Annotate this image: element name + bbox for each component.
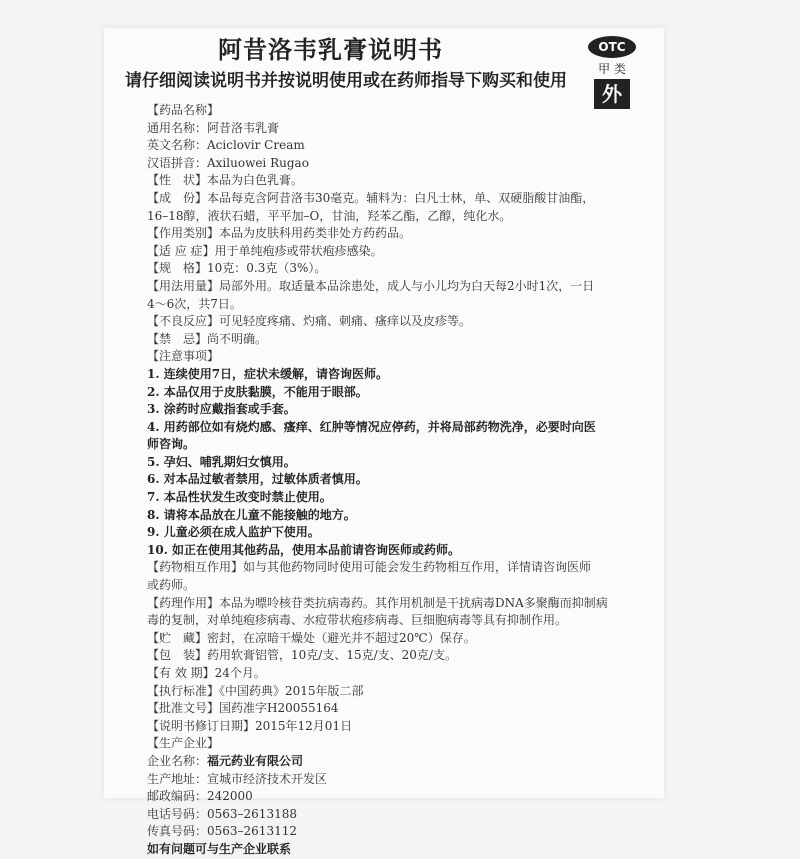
specification: 【规 格】10克：0.3克（3%）。 [147,261,327,276]
manufacturer-phone: 电话号码：0563–2613188 [147,806,297,821]
manufacturer-postcode: 邮政编码：242000 [147,789,253,804]
precaution-item: 10. 如正在使用其他药品，使用本品前请咨询医师或药师。 [147,542,461,557]
approval-number: 【批准文号】国药准字H20055164 [147,701,339,716]
interaction-line-1: 【药物相互作用】如与其他药物同时使用可能会发生药物相互作用，详情请咨询医师 [147,560,592,575]
validity: 【有 效 期】24个月。 [147,666,266,680]
usage-line-2: 4～6次，共7日。 [147,296,242,311]
ingredients-line-1: 【成 份】本品每克含阿昔洛韦30毫克。辅料为：白凡士林，单、双硬脂酸甘油酯， [147,190,595,205]
precaution-item: 1. 连续使用7日，症状未缓解，请咨询医师。 [147,366,389,381]
standard: 【执行标准】《中国药典》2015年版二部 [147,683,364,698]
generic-name: 通用名称：阿昔洛韦乳膏 [147,120,280,135]
manufacturer-name-row [147,753,667,771]
precaution-item: 6. 对本品过敏者禁用，过敏体质者慎用。 [147,472,368,487]
manufacturer-name: 福元药业有限公司 [207,753,304,768]
leaflet-content [147,102,667,859]
otc-badge: OTC [588,36,636,58]
manufacturer-address: 生产地址：宣城市经济技术开发区 [147,771,328,786]
precaution-item: 8. 请将本品放在儿童不能接触的地方。 [147,507,356,522]
package: 【包 装】药用软膏铝管，10克/支、15克/支、20克/支。 [147,648,457,663]
precautions-header: 【注意事项】 [147,349,220,364]
manufacturer-contact: 如有问题可与生产企业联系 [147,841,292,856]
adverse-reactions: 【不良反应】可见轻度疼痛、灼痛、刺痛、瘙痒以及皮疹等。 [147,314,472,329]
manufacturer-header: 【生产企业】 [147,736,220,751]
interaction-line-2: 或药师。 [147,578,196,593]
precaution-item: 4. 用药部位如有烧灼感、瘙痒、红肿等情况应停药，并将局部药物洗净，必要时向医 [147,419,596,434]
pharmacology-line-1: 【药理作用】本品为嘌呤核苷类抗病毒药。其作用机制是干扰病毒DNA多聚酶而抑制病 [147,595,608,610]
document-title: 阿昔洛韦乳膏说明书 [218,36,443,64]
document-subtitle: 请仔细阅读说明书并按说明使用或在药师指导下购买和使用 [125,71,567,91]
precaution-item: 3. 涂药时应戴指套或手套。 [147,402,296,417]
precaution-item: 2. 本品仅用于皮肤黏膜，不能用于眼部。 [147,384,368,399]
precaution-item: 5. 孕妇、哺乳期妇女慎用。 [147,454,296,469]
ingredients-line-2: 16–18醇，液状石蜡，平平加–O，甘油，羟苯乙酯，乙醇，纯化水。 [147,208,512,223]
contraindications: 【禁 忌】尚不明确。 [147,331,268,346]
manufacturer-name-label: 企业名称： [147,753,208,768]
otc-category: 甲 类 [598,62,626,76]
precaution-item: 7. 本品性状发生改变时禁止使用。 [147,490,332,505]
manufacturer-fax: 传真号码：0563–2613112 [147,824,297,839]
external-use-mark: 外 [594,79,630,109]
pharmacology-line-2: 毒的复制，对单纯疱疹病毒、水痘带状疱疹病毒、巨细胞病毒等具有抑制作用。 [147,613,568,628]
pinyin-name: 汉语拼音：Axiluowei Rugao [147,155,309,170]
revision-date: 【说明书修订日期】2015年12月01日 [147,718,353,733]
action-category: 【作用类别】本品为皮肤科用药类非处方药药品。 [147,226,412,241]
english-name: 英文名称：Aciclovir Cream [147,138,305,153]
indications: 【适 应 症】用于单纯疱疹或带状疱疹感染。 [147,243,383,258]
properties: 【性 状】本品为白色乳膏。 [147,173,304,188]
drug-name-header: 【药品名称】 [147,103,220,117]
precaution-item: 9. 儿童必须在成人监护下使用。 [147,525,320,540]
usage-line-1: 【用法用量】局部外用。取适量本品涂患处，成人与小儿均为白天每2小时1次，一日 [147,278,595,293]
storage: 【贮 藏】密封，在凉暗干燥处（避光并不超过20℃）保存。 [147,630,476,645]
precaution-item: 师咨询。 [147,437,196,452]
